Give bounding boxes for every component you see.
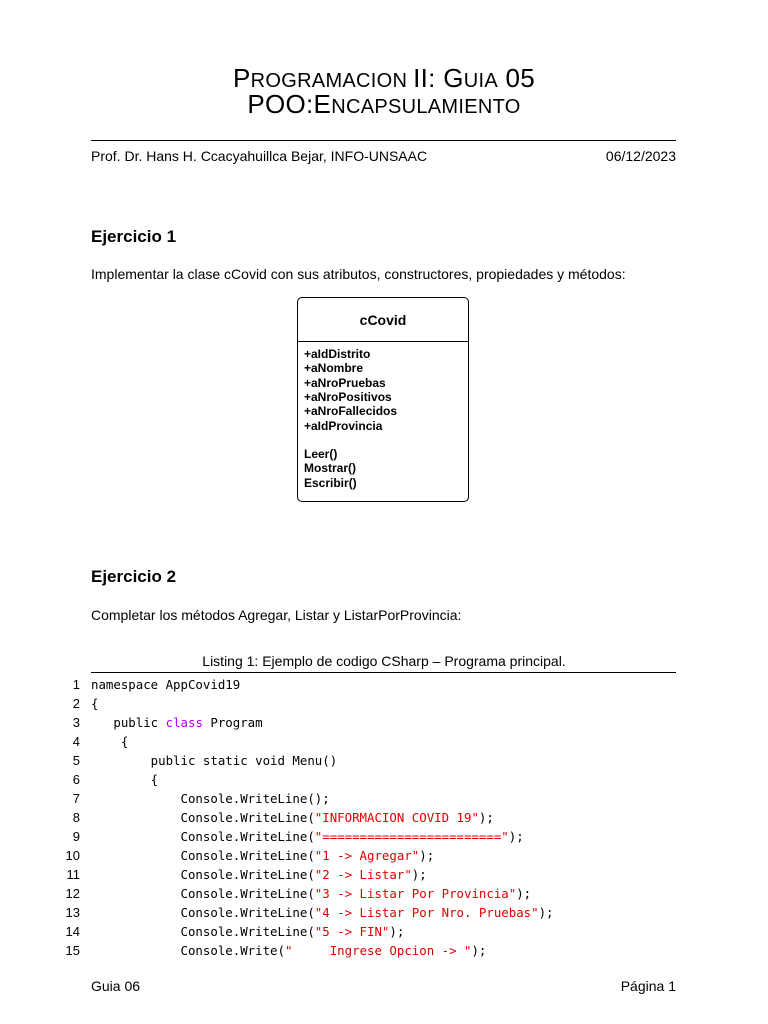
code-text: ); — [478, 810, 494, 825]
code-text: Console.WriteLine( — [91, 829, 315, 844]
footer-page-number: Página 1 — [620, 978, 676, 994]
code-line — [91, 753, 337, 768]
uml-attribute: +aIdDistrito — [304, 347, 371, 361]
code-line — [91, 924, 404, 939]
code-text: ); — [516, 886, 532, 901]
code-line — [91, 677, 240, 692]
code-line-number: 15 — [65, 943, 80, 958]
uml-method: Mostrar() — [304, 461, 357, 475]
code-text: public static void Menu() — [91, 753, 338, 768]
uml-attribute: +aNroPositivos — [304, 390, 392, 404]
code-line-number: 11 — [66, 867, 80, 882]
code-text: Console.WriteLine(); — [91, 791, 330, 806]
code-keyword: class — [165, 715, 203, 730]
code-text: Console.WriteLine( — [91, 924, 315, 939]
code-line — [91, 943, 486, 958]
date: 06/12/2023 — [605, 148, 676, 164]
ejercicio2-text: Completar los métodos Agregar, Listar y ListarPorProvincia: — [91, 607, 462, 623]
code-line-number: 8 — [72, 810, 80, 825]
code-text: Console.WriteLine( — [91, 905, 315, 920]
code-text: Console.Write( — [91, 943, 285, 958]
code-line-number: 7 — [72, 791, 80, 806]
code-line-number: 13 — [65, 905, 80, 920]
uml-attribute: +aNroPruebas — [304, 376, 386, 390]
code-text: Console.WriteLine( — [91, 867, 315, 882]
listing-rule — [91, 672, 676, 673]
uml-class-diagram — [297, 297, 469, 502]
uml-method: Escribir() — [304, 476, 357, 490]
uml-attribute: +aNombre — [304, 361, 364, 375]
code-line — [91, 848, 434, 863]
code-string: "========================" — [314, 829, 509, 844]
code-line-number: 12 — [65, 886, 80, 901]
code-line — [91, 791, 330, 806]
header-rule — [91, 140, 676, 141]
uml-method: Leer() — [304, 447, 338, 461]
code-line — [91, 810, 494, 825]
code-line — [91, 715, 263, 730]
code-text: Console.WriteLine( — [91, 886, 315, 901]
code-text: Console.WriteLine( — [91, 848, 315, 863]
code-text: ); — [419, 848, 435, 863]
footer-left: Guia 06 — [91, 978, 141, 994]
code-string: "4 -> Listar Por Nro. Pruebas" — [314, 905, 539, 920]
code-line-number: 3 — [72, 715, 80, 730]
code-text: ); — [538, 905, 554, 920]
code-text: ); — [389, 924, 405, 939]
code-string: "2 -> Listar" — [314, 867, 412, 882]
ejercicio2-heading: Ejercicio 2 — [91, 567, 177, 586]
ejercicio1-heading: Ejercicio 1 — [91, 227, 177, 246]
listing-caption: Listing 1: Ejemplo de codigo CSharp – Programa principal. — [202, 653, 566, 669]
code-line — [91, 734, 128, 749]
code-string: " Ingrese Opcion -> " — [284, 943, 472, 958]
document-title-line2: POO:ENCAPSULAMIENTO — [247, 89, 521, 119]
code-text: namespace AppCovid19 — [91, 677, 241, 692]
document-title-line1: PROGRAMACION II: GUIA 05 — [232, 63, 536, 93]
code-line — [91, 886, 531, 901]
code-text: ); — [508, 829, 524, 844]
code-text: public — [91, 715, 166, 730]
code-string: "1 -> Agregar" — [314, 848, 420, 863]
code-line-number: 2 — [72, 696, 80, 711]
code-text: ); — [471, 943, 487, 958]
code-text: { — [91, 696, 99, 711]
code-text: { — [91, 734, 129, 749]
code-line — [91, 772, 158, 787]
code-text: Program — [202, 715, 263, 730]
code-text: ); — [411, 867, 427, 882]
code-line — [91, 829, 524, 844]
code-string: "5 -> FIN" — [314, 924, 390, 939]
code-string: "3 -> Listar Por Provincia" — [314, 886, 517, 901]
code-text: Console.WriteLine( — [91, 810, 315, 825]
code-line-number: 1 — [72, 677, 80, 692]
uml-attribute: +aNroFallecidos — [304, 404, 398, 418]
code-line-number: 9 — [72, 829, 80, 844]
uml-attribute: +aIdProvincia — [304, 419, 383, 433]
code-line — [91, 696, 98, 711]
code-line-number: 4 — [72, 734, 80, 749]
code-line-number: 14 — [65, 924, 80, 939]
uml-class-name: cCovid — [298, 298, 468, 342]
code-line-number: 6 — [72, 772, 80, 787]
code-line-number: 10 — [65, 848, 80, 863]
ejercicio1-text: Implementar la clase cCovid con sus atributos, constructores, propiedades y métodos: — [91, 266, 626, 282]
code-line-number: 5 — [72, 753, 80, 768]
code-string: "INFORMACION COVID 19" — [314, 810, 479, 825]
code-line — [91, 905, 554, 920]
code-text: { — [91, 772, 159, 787]
author-line: Prof. Dr. Hans H. Ccacyahuillca Bejar, INFO-UNSAAC — [91, 148, 428, 164]
code-line — [91, 867, 427, 882]
